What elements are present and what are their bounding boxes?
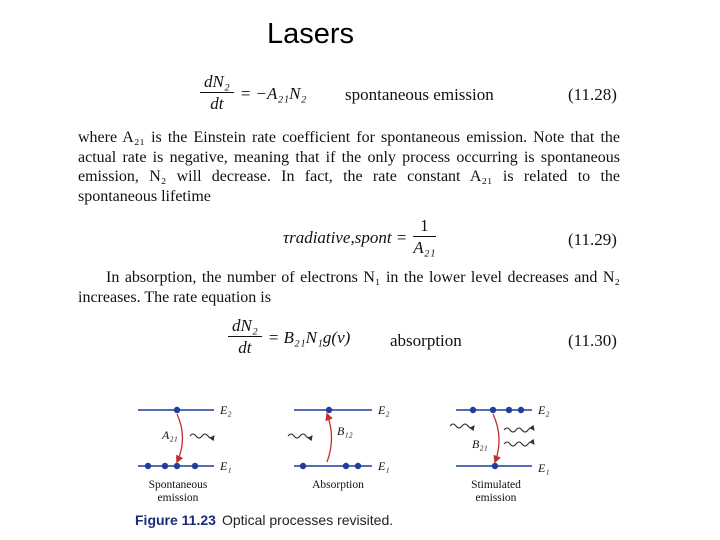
panel-caption: Absorption [312,479,364,491]
coefficient-label: A₂₁ [162,428,178,442]
fraction-denominator: dt [210,94,224,113]
paragraph-absorption [78,268,620,307]
absorbed-photon [288,434,312,438]
electron [174,463,180,469]
upper-level-label: E₂ [378,403,390,417]
equation-11-29-number: (11.29) [568,230,617,249]
panel-caption: Spontaneous [148,479,208,491]
electron [343,463,349,469]
figure-caption-text: Optical processes revisited. [221,512,394,528]
coefficient-label: B₁₂ [337,424,353,438]
stimulated-photon [504,428,534,432]
derivative-fraction [228,316,262,359]
transition-arrow [493,414,499,462]
incident-photon [450,424,474,428]
fraction-numerator: dN₂ [200,72,234,93]
emitted-photon [190,434,214,438]
equation-11-28 [200,72,306,115]
equation-11-29 [283,216,436,259]
lower-level-label: E₁ [538,461,550,475]
paragraph-rate-coefficient [78,128,620,206]
panel-caption: emission [475,492,517,504]
electron [490,407,496,413]
optical-processes-figure [128,392,568,510]
upper-level-label: E₂ [220,403,232,417]
transition-arrow [327,414,332,462]
panel-caption: Stimulated [471,479,521,491]
paragraph-text: In absorption, the number of electrons N₁ in the lower level decreases and N₂ increases. The rate equation is [78,269,620,306]
equation-11-30 [228,316,350,359]
panel-spontaneous-emission [138,403,232,504]
panel-stimulated-emission [450,403,550,504]
electron [492,463,498,469]
coefficient-label: B₂₁ [472,437,488,451]
electron [300,463,306,469]
electron [518,407,524,413]
equation-11-30-label: absorption [390,331,462,350]
derivative-fraction [200,72,234,115]
electron [326,407,332,413]
stimulated-photon [504,442,534,446]
fraction-denominator: dt [238,338,252,357]
fraction-numerator: 1 [413,216,435,237]
electron [506,407,512,413]
lifetime-fraction [413,216,435,259]
panel-caption: emission [157,492,199,504]
lower-level-label: E₁ [220,459,232,473]
equation-11-28-number: (11.28) [568,85,617,104]
figure-number: Figure 11.23 [135,512,216,528]
fraction-numerator: dN₂ [228,316,262,337]
equation-lhs: τradiative,spont = [283,227,408,247]
electron [145,463,151,469]
electron [470,407,476,413]
fraction-denominator: A₂₁ [413,238,436,257]
electron [355,463,361,469]
page-title: Lasers [267,18,355,50]
figure-caption [135,512,393,530]
electron [192,463,198,469]
equation-rhs: = −A₂₁N₂ [239,83,307,103]
transition-arrow [177,414,183,462]
paragraph-text: where A₂₁ is the Einstein rate coefficient for spontaneous emission. Note that the actual rate is negative, meaning that if the only process occurring is spontaneous emission, N₂ will decrease. In fact, the rate constant A₂₁ is related to the spontaneous lifetime [78,129,620,205]
electron [174,407,180,413]
electron [162,463,168,469]
upper-level-label: E₂ [538,403,550,417]
equation-11-28-label: spontaneous emission [345,85,494,104]
equation-rhs: = B₂₁N₁g(ν) [267,327,351,347]
panel-absorption [288,403,390,491]
equation-11-30-number: (11.30) [568,331,617,350]
lower-level-label: E₁ [378,459,390,473]
